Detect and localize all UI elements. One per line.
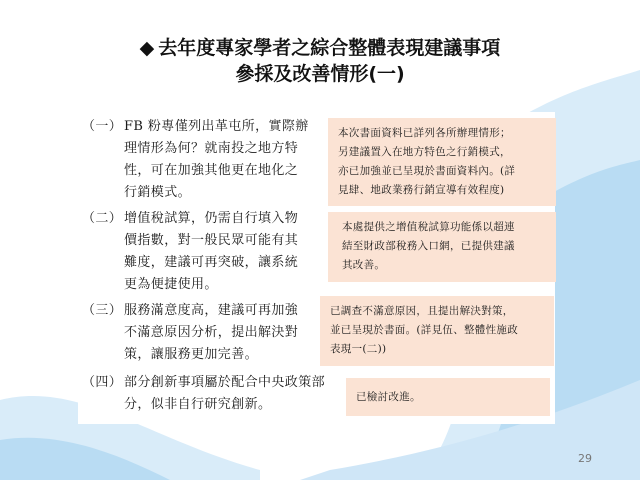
- note-text: 另建議置入在地方特色之行銷模式，: [338, 146, 511, 158]
- item-text: 策，讓服務更加完善。: [124, 347, 259, 362]
- item-text: 不滿意原因分析，提出解決對: [124, 325, 299, 340]
- diamond-bullet-icon: ◆: [139, 37, 155, 59]
- note-text: 見肆、地政業務行銷宣導有效程度): [338, 184, 505, 196]
- item-number: （一）: [82, 119, 123, 134]
- note-text: 其改善。: [342, 259, 386, 271]
- title-text-line1: 去年度專家學者之綜合整體表現建議事項: [158, 37, 501, 59]
- note-text: 亦已加強並已呈現於書面資料內。(詳: [338, 165, 516, 177]
- suggestion-item-3: [82, 300, 322, 366]
- note-text: 結至財政部稅務入口網，已提供建議: [342, 240, 515, 252]
- item-text: 部分創新事項屬於配合中央政策部: [124, 375, 326, 390]
- response-note-3: [320, 296, 554, 366]
- note-text: 已調查不滿意原因，且提出解決對策，: [330, 305, 514, 317]
- item-text: FB 粉專僅列出革屯所，實際辦: [124, 119, 309, 134]
- item-text: 分，似非自行研究創新。: [124, 397, 272, 412]
- page-number: 29: [578, 452, 592, 465]
- suggestion-item-4: [82, 372, 352, 416]
- note-text: 表現一(二)): [330, 343, 387, 355]
- suggestion-item-1: [82, 116, 322, 204]
- note-text: 並已呈現於書面。(詳見伍、整體性施政: [330, 324, 518, 336]
- item-number: （三）: [82, 303, 123, 318]
- item-text: 更為便捷使用。: [124, 277, 218, 292]
- slide-title-line1: [0, 36, 640, 60]
- item-text: 理情形為何？就南投之地方特: [124, 141, 299, 156]
- item-text: 服務滿意度高，建議可再加強: [124, 303, 299, 318]
- item-text: 難度，建議可再突破，讓系統: [124, 255, 299, 270]
- response-note-1: [328, 118, 556, 206]
- item-text: 增值稅試算，仍需自行填入物: [124, 211, 299, 226]
- item-text: 性，可在加強其他更在地化之: [124, 163, 299, 178]
- note-text: 本次書面資料已詳列各所辦理情形；: [338, 127, 511, 139]
- suggestion-item-2: [82, 208, 322, 296]
- item-number: （二）: [82, 211, 123, 226]
- response-note-2: [328, 212, 556, 282]
- item-text: 價指數，對一般民眾可能有其: [124, 233, 299, 248]
- item-text: 行銷模式。: [124, 185, 192, 200]
- note-text: 本處提供之增值稅試算功能係以超連: [342, 221, 515, 233]
- slide-title-line2: 參採及改善情形(一): [235, 63, 405, 85]
- note-text: 已檢討改進。: [356, 391, 421, 403]
- item-number: （四）: [82, 375, 123, 390]
- response-note-4: [346, 378, 550, 416]
